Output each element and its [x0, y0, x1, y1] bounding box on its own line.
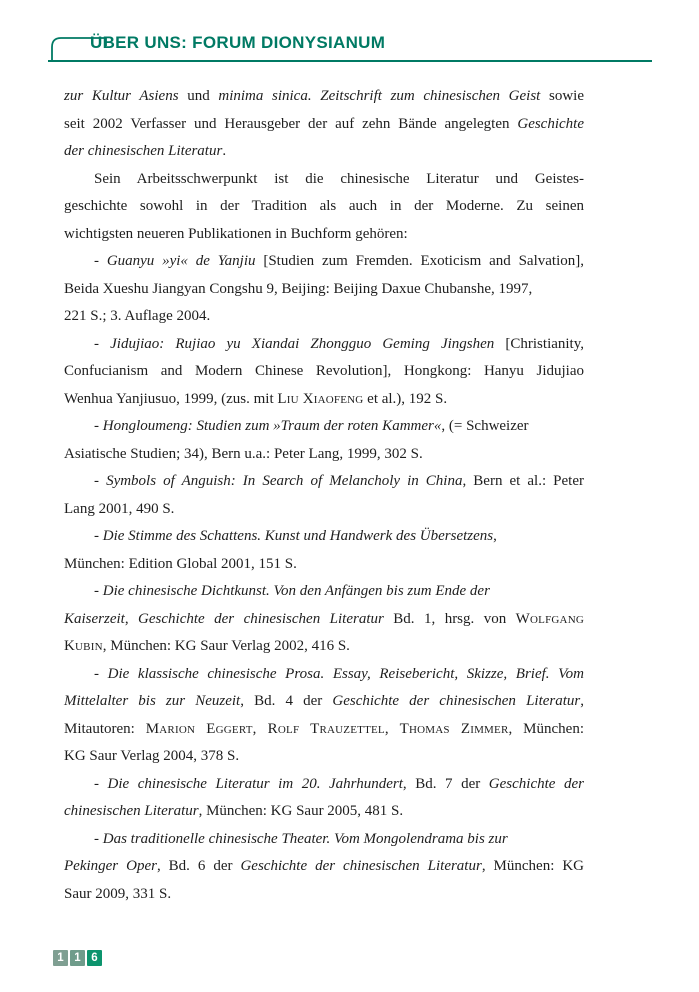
text-line: [64, 523, 584, 551]
text-run: Pekinger Oper: [64, 858, 157, 874]
text-run: zur Kultur Asiens: [64, 88, 179, 104]
paragraph: [64, 523, 584, 578]
text-line: [64, 688, 584, 716]
text-line: [64, 248, 584, 276]
text-run: -: [94, 335, 111, 352]
text-run: .: [222, 143, 227, 159]
text-run: wichtigsten neueren Publikationen in Buchform gehören:: [64, 225, 408, 242]
text-line: [64, 441, 584, 469]
text-line: [64, 166, 584, 194]
text-line: [64, 826, 584, 854]
text-run: Hongloumeng: Studien zum »Traum der roten Kammer«: [102, 418, 442, 434]
text-line: [64, 798, 584, 826]
text-run: sowie: [540, 88, 584, 104]
text-run: Geschichte der chinesischen Literatur: [240, 858, 482, 874]
text-run: , München:: [508, 720, 584, 737]
text-run: , (= Schweizer: [441, 418, 529, 434]
text-line: [64, 276, 584, 304]
text-line: [64, 716, 584, 744]
text-run: Saur 2009, 331 S.: [64, 885, 172, 902]
text-run: Die chinesische Literatur im 20. Jahrhundert: [107, 775, 403, 792]
text-line: [64, 386, 584, 414]
text-run: , München: KG Saur 2005, 481 S.: [198, 803, 404, 819]
text-run: , Bd. 4 der: [240, 693, 333, 709]
text-run: -: [94, 528, 103, 544]
text-run: geschichte sowohl in der Tradition als auch in der Moderne. Zu seinen: [64, 198, 584, 214]
paragraph: [64, 661, 584, 771]
paragraph: [64, 468, 584, 523]
text-run: , München: KG: [481, 858, 584, 874]
text-run: Sein Arbeitsschwerpunkt ist die chinesische Literatur und Geistes-: [94, 170, 584, 187]
text-line: [64, 496, 584, 524]
page-header: [0, 0, 699, 64]
text-run: ,: [493, 528, 497, 544]
text-line: [64, 633, 584, 661]
text-line: [64, 331, 584, 359]
text-run: Geschichte der chinesischen Literatur: [332, 693, 581, 709]
text-run: Liu Xiaofeng: [277, 390, 364, 407]
text-run: Geschichte der chinesischen Literatur: [138, 610, 384, 627]
text-run: -: [94, 253, 107, 269]
text-run: Die chinesische Dichtkunst. Von den Anfängen bis zum Ende der: [102, 583, 490, 599]
paragraph: [64, 578, 584, 661]
text-run: KG Saur Verlag 2004, 378 S.: [64, 748, 240, 764]
text-run: -: [94, 665, 108, 682]
paragraph: [64, 248, 584, 331]
text-line: [64, 606, 584, 634]
paragraph: [64, 413, 584, 468]
text-line: [64, 771, 584, 799]
paragraph: [64, 331, 584, 414]
paragraph: [64, 83, 584, 166]
text-run: Asiatische Studien; 34), Bern u.a.: Peter Lang, 1999, 302 S.: [64, 445, 423, 462]
paragraph: [64, 826, 584, 909]
text-run: Kaiserzeit: [64, 610, 125, 627]
text-run: Bd. 1, hrsg. von: [383, 610, 516, 627]
text-line: [64, 853, 584, 881]
text-run: Wolfgang: [515, 610, 584, 627]
page-title: ÜBER UNS: FORUM DIONYSIANUM: [90, 33, 386, 52]
text-run: -: [94, 583, 103, 599]
text-run: Wenhua Yanjiusuo, 1999, (zus. mit: [64, 390, 278, 407]
text-run: Mitautoren:: [64, 720, 146, 737]
page-number-digit: 6: [87, 950, 102, 966]
text-run: minima sinica. Zeitschrift zum chinesischen Geist: [218, 88, 541, 104]
text-run: München: Edition Global 2001, 151 S.: [64, 555, 297, 572]
text-line: [64, 468, 584, 496]
text-line: [64, 578, 584, 606]
text-run: ,: [580, 693, 584, 709]
text-run: ,: [124, 610, 139, 627]
page-number-digit: 1: [70, 950, 85, 966]
text-run: -: [94, 473, 107, 489]
text-run: Confucianism and Modern Chinese Revolution], Hongkong: Hanyu Jidujiao: [64, 363, 584, 379]
page-number: [53, 950, 102, 966]
text-line: [64, 358, 584, 386]
text-run: und: [178, 88, 219, 104]
header-rule: [48, 60, 652, 62]
body-text: [64, 83, 584, 908]
text-line: [64, 551, 584, 579]
text-run: 221 S.; 3. Auflage 2004.: [64, 308, 211, 324]
text-line: [64, 881, 584, 909]
text-run: seit 2002 Verfasser und Herausgeber der auf zehn Bände angelegten: [64, 115, 518, 132]
text-run: , Bd. 6 der: [156, 858, 241, 874]
text-line: [64, 83, 584, 111]
text-run: Symbols of Anguish: In Search of Melancholy in China: [106, 473, 463, 489]
paragraph: [64, 771, 584, 826]
text-run: Die Stimme des Schattens. Kunst und Handwerk des Übersetzens: [102, 528, 494, 544]
text-line: [64, 303, 584, 331]
text-run: [Christianity,: [494, 335, 584, 352]
text-run: , Bern et al.: Peter: [462, 473, 585, 489]
text-line: [64, 413, 584, 441]
text-run: Guanyu »yi« de Yanjiu: [106, 253, 256, 269]
text-run: chinesischen Literatur: [64, 803, 199, 819]
text-run: Kubin: [64, 638, 103, 654]
text-run: Geschichte: [517, 115, 584, 132]
text-line: [64, 221, 584, 249]
text-run: -: [94, 418, 103, 434]
text-run: Die klassische chinesische Prosa. Essay, Reisebericht, Skizze, Brief. Vom: [107, 665, 584, 682]
text-run: -: [94, 830, 103, 847]
text-run: Lang 2001, 490 S.: [64, 500, 175, 517]
text-line: [64, 661, 584, 689]
text-run: Geschichte der: [488, 775, 584, 792]
text-line: [64, 193, 584, 221]
text-run: , München: KG Saur Verlag 2002, 416 S.: [102, 638, 350, 654]
text-run: Beida Xueshu Jiangyan Congshu 9, Beijing: Beijing Daxue Chubanshe, 1997,: [64, 280, 533, 297]
text-run: , Bd. 7 der: [402, 775, 489, 792]
text-run: Marion Eggert, Rolf Trauzettel, Thomas Zimmer: [145, 720, 509, 737]
text-run: et al.), 192 S.: [363, 390, 448, 407]
text-line: [64, 138, 584, 166]
text-run: Jidujiao: Rujiao yu Xiandai Zhongguo Geming Jingshen: [110, 335, 495, 352]
text-run: [Studien zum Fremden. Exoticism and Salvation],: [255, 253, 584, 269]
text-run: Mittelalter bis zur Neuzeit: [64, 693, 241, 709]
text-line: [64, 743, 584, 771]
text-run: der chinesischen Literatur: [64, 143, 223, 159]
page-number-digit: 1: [53, 950, 68, 966]
paragraph: [64, 166, 584, 249]
text-run: Das traditionelle chinesische Theater. Vom Mongolendrama bis zur: [102, 830, 508, 847]
text-line: [64, 111, 584, 139]
text-run: -: [94, 775, 108, 792]
